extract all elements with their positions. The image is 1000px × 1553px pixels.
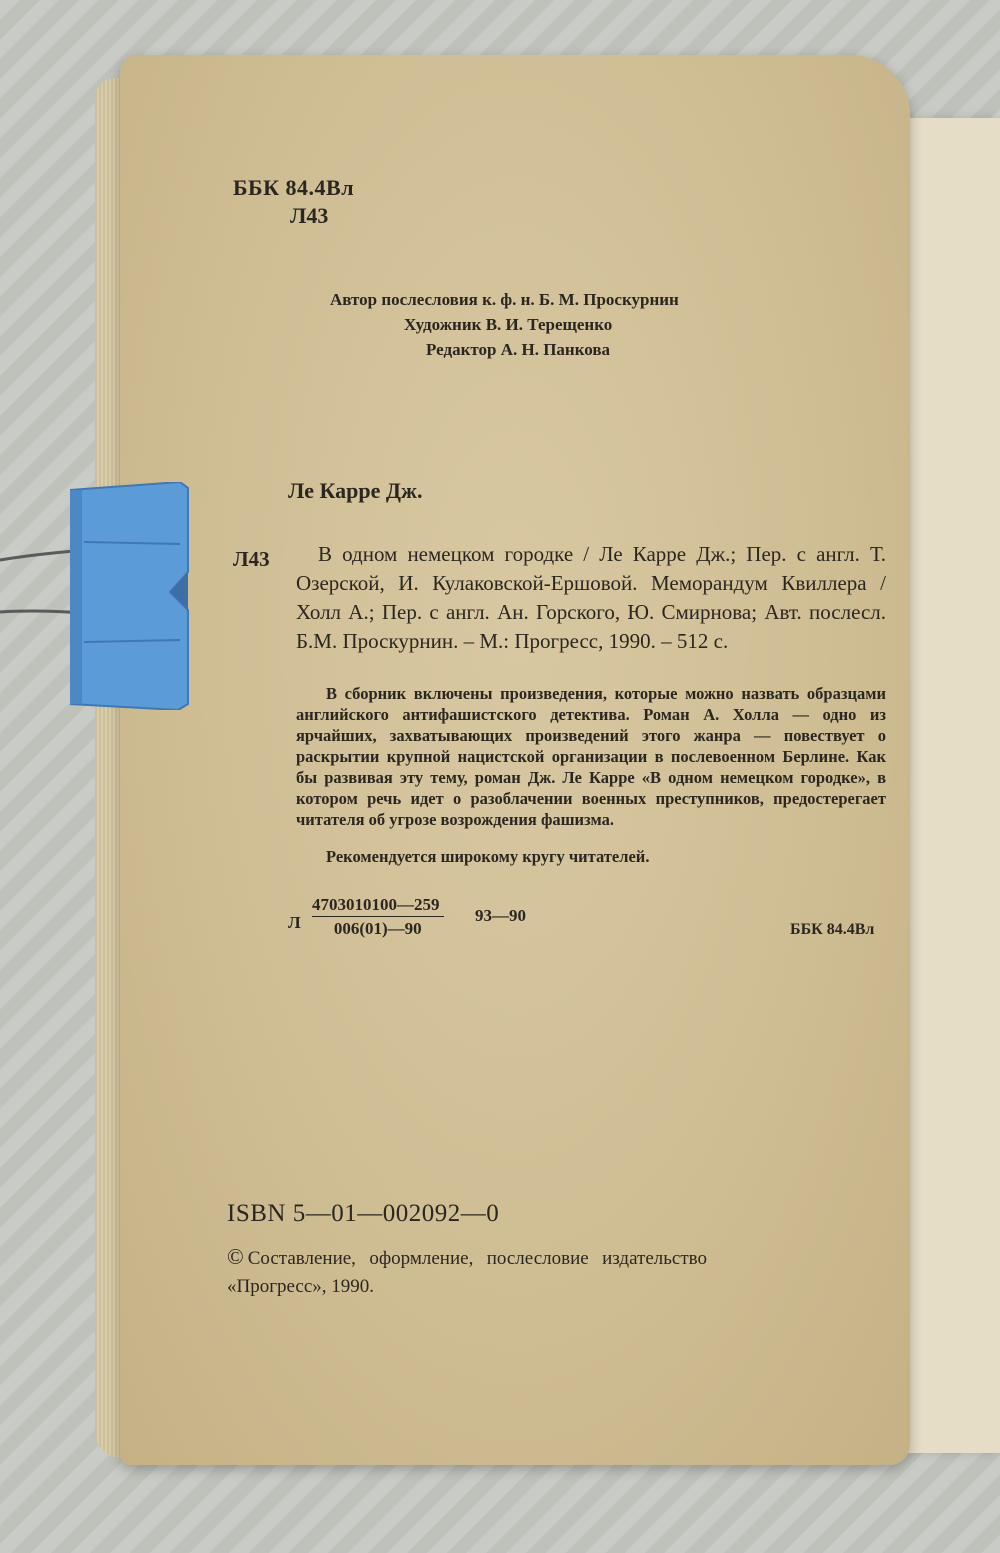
artist-credit: Художник В. И. Терещенко	[404, 315, 613, 334]
code-letter: Л	[288, 913, 301, 932]
record-index: Л43	[233, 547, 270, 571]
annotation: В сборник включены произведения, которые можно назвать образцами английского антифашистского детектива. Роман А. Холла — одно из ярчайших, захватывающих произведений этого жанра — повествует о раскрытии крупной нацистской организации в послевоенном Берлине. Как бы развивая эту тему, роман Дж. Ле Карре «В одном немецком городке», в котором речь идет о разоблачении военных преступников, предостерегает читателя об угрозе возрождения фашизма.	[296, 684, 886, 829]
copyright-icon: ©	[227, 1244, 244, 1269]
copyright-notice	[227, 1243, 707, 1301]
author-sign: Л43	[290, 203, 329, 228]
editor-credit: Редактор А. Н. Панкова	[426, 340, 611, 359]
code-denominator: 006(01)—90	[333, 919, 422, 938]
credits-block	[330, 287, 679, 362]
code-fraction	[312, 895, 444, 939]
binder-clip-icon	[70, 482, 190, 710]
recommendation: Рекомендуется широкому кругу читателей.	[326, 847, 650, 866]
copyright-text: Составление, оформление, послесловие издательство «Прогресс», 1990.	[227, 1248, 707, 1297]
record-author: Ле Карре Дж.	[288, 478, 423, 503]
bbk-code-bottom: ББК 84.4Вл	[790, 921, 875, 938]
bbk-code: ББК 84.4Вл	[233, 175, 355, 200]
code-numerator: 4703010100—259	[312, 895, 444, 917]
afterword-credit: Автор послесловия к. ф. н. Б. М. Проскурнин	[330, 290, 679, 309]
book-page	[120, 55, 910, 1465]
isbn: ISBN 5—01—002092—0	[227, 1200, 500, 1227]
bibliographic-description: В одном немецком городке / Ле Карре Дж.; Пер. с англ. Т. Озерской, И. Кулаковской-Ершовой. Меморандум Квиллера / Холл А.; Пер. с англ. Ан. Горского, Ю. Смирнова; Авт. послесл. Б.М. Проскурнин. – М.: Прогресс, 1990. – 512 с.	[296, 542, 886, 653]
code-year: 93—90	[475, 906, 526, 925]
